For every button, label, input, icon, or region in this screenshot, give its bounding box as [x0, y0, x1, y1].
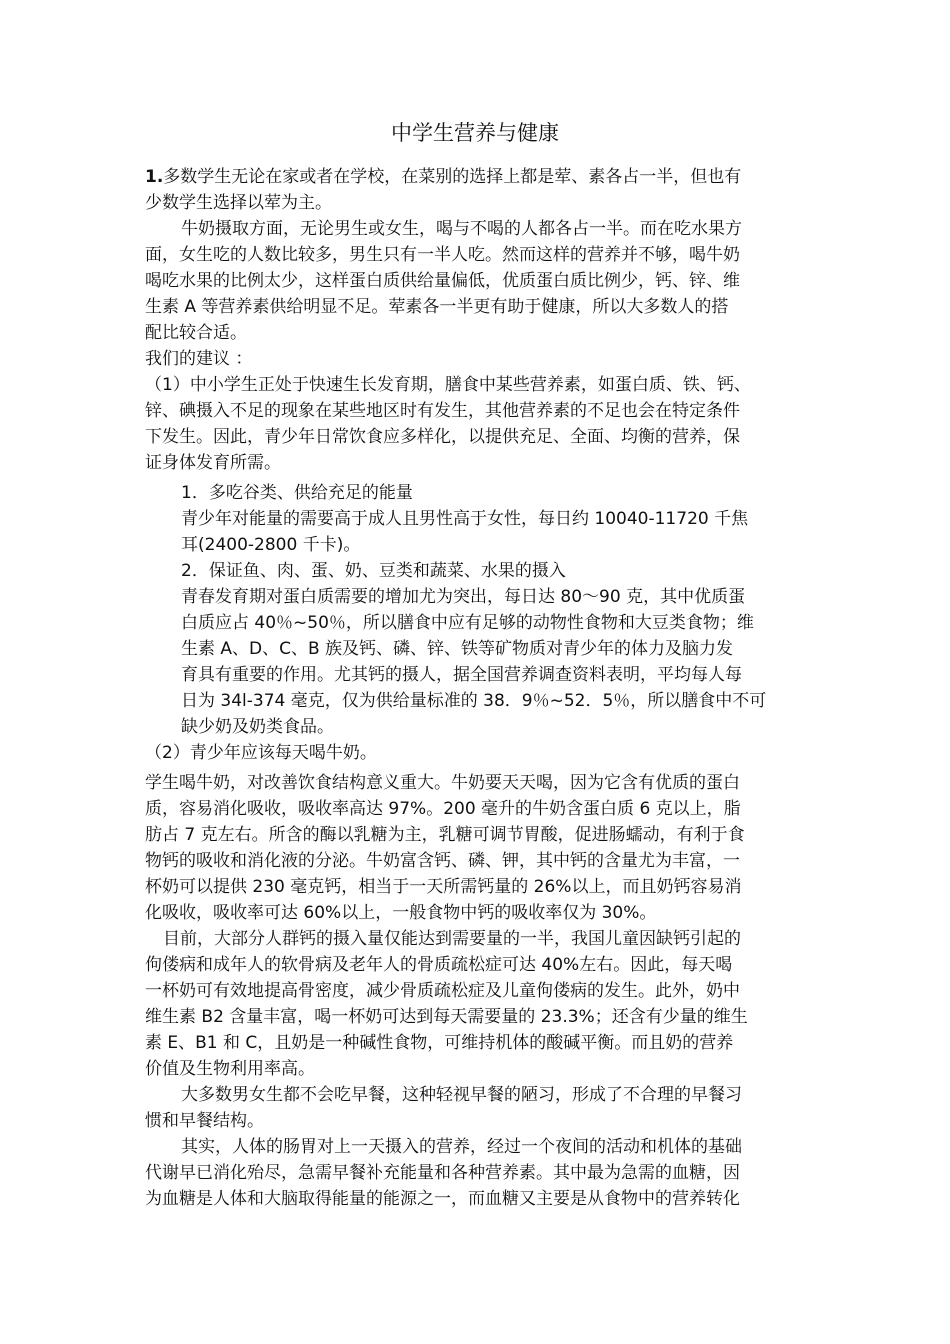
- text-line: 物钙的吸收和消化液的分泌。牛奶富含钙、磷、钾，其中钙的含量尤为丰富，一: [145, 851, 740, 871]
- text-line: 1.多数学生无论在家或者在学校，在菜别的选择上都是荤、素各占一半，但也有: [145, 167, 742, 187]
- text-line: 证身体发育所需。: [145, 453, 281, 473]
- text-line: 青春发育期对蛋白质需要的增加尤为突出，每日达 80～90 克，其中优质蛋: [181, 587, 746, 607]
- text-line: 缺少奶及奶类食品。: [181, 717, 334, 737]
- text-line: 锌、碘摄入不足的现象在某些地区时有发生，其他营养素的不足也会在特定条件: [145, 401, 740, 421]
- text-line: 学生喝牛奶，对改善饮食结构意义重大。牛奶要天天喝，因为它含有优质的蛋白: [145, 773, 740, 793]
- text-line: 生素 A、D、C、B 族及钙、磷、锌、铁等矿物质对青少年的体力及脑力发: [181, 639, 734, 659]
- text-line: 其实，人体的肠胃对上一天摄入的营养，经过一个夜间的活动和机体的基础: [181, 1137, 742, 1157]
- text-line: 代谢早已消化殆尽，急需早餐补充能量和各种营养素。其中最为急需的血糖，因: [145, 1163, 740, 1183]
- text-line: 少数学生选择以荤为主。: [145, 193, 332, 213]
- page-title: 中学生营养与健康: [391, 121, 559, 145]
- text-line: 面，女生吃的人数比较多，男生只有一半人吃。然而这样的营养并不够，喝牛奶: [145, 245, 740, 265]
- text-line: 惯和早餐结构。: [145, 1111, 264, 1131]
- text-line: 喝吃水果的比例太少，这样蛋白质供给量偏低，优质蛋白质比例少，钙、锌、维: [145, 271, 740, 291]
- text-line: 素 E、B1 和 C，且奶是一种碱性食物，可维持机体的酸碱平衡。而且奶的营养: [145, 1033, 734, 1053]
- text-line: 生素 A 等营养素供给明显不足。荤素各一半更有助于健康，所以大多数人的搭: [145, 297, 729, 317]
- text-line: 牛奶摄取方面，无论男生或女生，喝与不喝的人都各占一半。而在吃水果方: [181, 219, 742, 239]
- text-line: （1）中小学生正处于快速生长发育期，膳食中某些营养素，如蛋白质、铁、钙、: [145, 375, 751, 395]
- text-line: 育具有重要的作用。尤其钙的摄人，据全国营养调查资料表明，平均每人每: [181, 665, 742, 685]
- text-line: 日为 34l-374 毫克，仅为供给量标准的 38．9％~52．5％，所以膳食中不可: [181, 691, 767, 711]
- text-line: 白质应占 40％~50％，所以膳食中应有足够的动物性食物和大豆类食物；维: [181, 613, 754, 633]
- text-line: 配比较合适。: [145, 323, 247, 343]
- text-line: 目前，大部分人群钙的摄入量仅能达到需要量的一半，我国儿童因缺钙引起的: [163, 929, 741, 949]
- text-line: 维生素 B2 含量丰富，喝一杯奶可达到每天需要量的 23.3%；还含有少量的维生: [145, 1007, 748, 1027]
- text-line: 化吸收，吸收率可达 60%以上，一般食物中钙的吸收率仅为 30%。: [145, 903, 657, 923]
- text-line: 青少年对能量的需要高于成人且男性高于女性，每日约 10040-11720 千焦: [181, 509, 749, 529]
- subheading: 1．多吃谷类、供给充足的能量: [181, 483, 413, 503]
- text-line: 我们的建议 ：: [145, 349, 253, 369]
- text-line: 质，容易消化吸收，吸收率高达 97%。200 毫升的牛奶含蛋白质 6 克以上，脂: [145, 799, 741, 819]
- text-line: （2）青少年应该每天喝牛奶。: [145, 743, 377, 763]
- text-line: 为血糖是人体和大脑取得能量的能源之一，而血糖又主要是从食物中的营养转化: [145, 1189, 740, 1209]
- section-number: 1.: [145, 167, 164, 187]
- text-line: 杯奶可以提供 230 毫克钙，相当于一天所需钙量的 26%以上，而且奶钙容易消: [145, 877, 742, 897]
- text-line: 耳(2400-2800 千卡)。: [181, 535, 361, 555]
- text-line: 价值及生物利用率高。: [145, 1059, 315, 1079]
- text-line: 下发生。因此，青少年日常饮食应多样化，以提供充足、全面、均衡的营养，保: [145, 427, 740, 447]
- text-line: 一杯奶可有效地提高骨密度，减少骨质疏松症及儿童佝偻病的发生。此外，奶中: [145, 981, 740, 1001]
- text-line: 大多数男女生都不会吃早餐，这种轻视早餐的陋习，形成了不合理的早餐习: [181, 1085, 742, 1105]
- text-line: 佝偻病和成年人的软骨病及老年人的骨质疏松症可达 40%左右。因此，每天喝: [145, 955, 733, 975]
- subheading: 2．保证鱼、肉、蛋、奶、豆类和蔬菜、水果的摄入: [181, 561, 566, 581]
- text-line: 肪占 7 克左右。所含的酶以乳糖为主，乳糖可调节胃酸，促进肠蠕动，有利于食: [145, 825, 745, 845]
